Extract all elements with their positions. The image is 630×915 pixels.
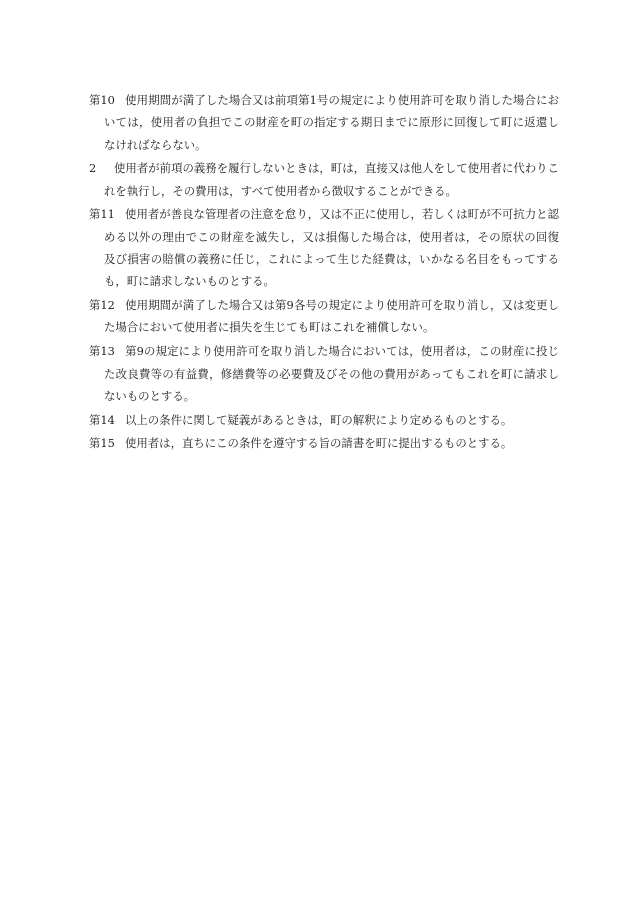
- article-number: 第11: [89, 207, 115, 222]
- article-number: 第10: [89, 93, 115, 107]
- article-11: [89, 203, 559, 292]
- article-10-paragraph-2: [89, 157, 559, 202]
- article-text: 以上の条件に関して疑義があるときは，町の解釈により定めるものとする。: [125, 412, 513, 427]
- article-text: 使用者が善良な管理者の注意を怠り，又は不正に使用し，若しくは町が不可抗力と認める以外の理由でこの財産を滅失し，又は損傷した場合は，使用者は，その原状の回復及び損害の賠償の義務に任じ，これによって生じた経費は，いかなる名目をもってするも，町に請求しないものとする。: [104, 207, 559, 289]
- article-15: [89, 432, 559, 454]
- paragraph-number: 2: [89, 161, 97, 176]
- paragraph-text: 使用者が前項の義務を履行しないときは，町は，直接又は他人をして使用者に代わりこれを執行し，その費用は，すべて使用者から徴収することができる。: [104, 161, 559, 198]
- article-number: 第15: [89, 436, 115, 451]
- article-text: 使用者は，直ちにこの条件を遵守する旨の請書を町に提出するものとする。: [125, 436, 513, 451]
- terms-text: [89, 89, 559, 456]
- article-14: [89, 409, 559, 431]
- article-number: 第12: [89, 298, 115, 313]
- article-text: 使用期間が満了した場合又は前項第1号の規定により使用許可を取り消した場合においては，使用者の負担でこの財産を町の指定する期日までに原形に回復して町に返還しなければならない。: [104, 93, 559, 152]
- article-12: [89, 294, 559, 339]
- article-number: 第13: [89, 344, 115, 359]
- article-text: 使用期間が満了した場合又は第9各号の規定により使用許可を取り消し，又は変更した場合において使用者に損失を生じても町はこれを補償しない。: [104, 298, 559, 335]
- article-number: 第14: [89, 412, 115, 427]
- article-13: [89, 340, 559, 407]
- article-10: [89, 89, 559, 156]
- article-text: 第9の規定により使用許可を取り消した場合においては，使用者は，この財産に投じた改良費等の有益費，修繕費等の必要費及びその他の費用があってもこれを町に請求しないものとする。: [104, 344, 559, 403]
